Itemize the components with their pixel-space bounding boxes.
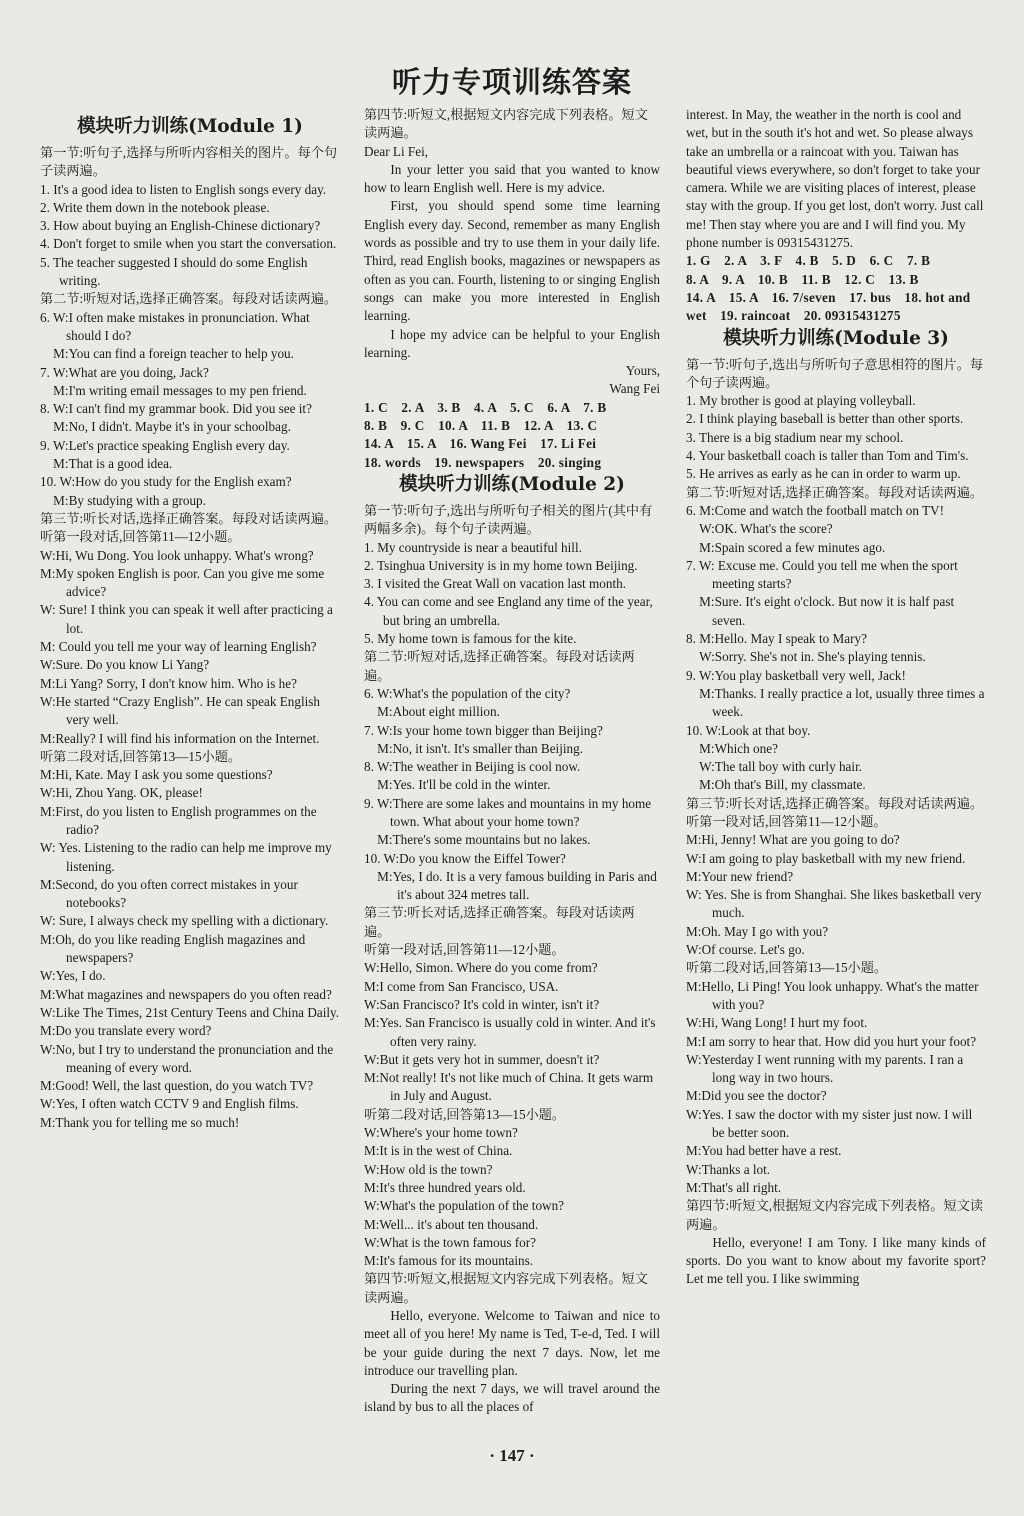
text-line: W:Hi, Wang Long! I hurt my foot. [686,1015,868,1031]
text-line: W:Of course. Let's go. [686,942,805,958]
text-line: W:Like The Times, 21st Century Teens and China Daily. [40,1004,340,1020]
text-line: 听第一段对话,回答第11—12小题。 [40,529,241,545]
text-line: 8. M:Hello. May I speak to Mary? [686,631,867,647]
text-line: M:Thank you for telling me so much! [40,1114,240,1130]
text-line: 8. A 9. A 10. B 11. B 12. C 13. B [686,271,919,287]
text-line: In your letter you said that you wanted to know how to learn English well. Here is my advice. [364,161,660,196]
text-line: 听第二段对话,回答第13—15小题。 [364,1106,566,1122]
text-line: M:Spain scored a few minutes ago. [686,539,886,555]
text-line: 第四节:听短文,根据短文内容完成下列表格。短文读两遍。 [686,1198,984,1232]
text-line: M:Yes, I do. It is a very famous building in Paris and it's about 324 metres tall. [364,868,657,903]
section-heading: 模块听力训练(Module 3) [723,327,949,349]
text-line: 14. A 15. A 16. Wang Fei 17. Li Fei [364,436,597,452]
text-line: 10. W:Look at that boy. [686,722,811,738]
text-line: 10. W:How do you study for the English exam? [40,474,292,490]
text-line: M:Which one? [686,740,778,756]
text-line: 5. The teacher suggested I should do some English writing. [40,254,308,289]
text-line: 8. W:The weather in Beijing is cool now. [364,759,581,775]
text-line: W:How old is the town? [364,1161,493,1177]
text-line: First, you should spend some time learning English every day. Second, remember as many English words as possible and try to use them in your daily life. Third, read English books, magazines or newspapers as often as you can. Fourth, listening to or singing English songs can make you more interested in English learning. [364,198,660,324]
text-line: 第二节:听短对话,选择正确答案。每段对话读两遍。 [364,649,635,683]
text-line: W: Yes. She is from Shanghai. She likes basketball very much. [686,887,982,921]
text-line: M:I am sorry to hear that. How did you hurt your foot? [686,1033,977,1049]
page-number: · 147 · [489,1446,535,1465]
text-line: 听第二段对话,回答第13—15小题。 [686,960,888,976]
text-line: M:Good! Well, the last question, do you watch TV? [40,1078,314,1094]
text-line: 4. You can come and see England any time of the year, but bring an umbrella. [364,594,653,628]
section-heading: 模块听力训练(Module 1) [77,116,303,137]
text-line: W:What's the population of the town? [364,1198,565,1214]
text-line: 3. There is a big stadium near my school. [686,429,904,445]
text-line: 听第一段对话,回答第11—12小题。 [364,942,565,958]
text-line: 1. G 2. A 3. F 4. B 5. D 6. C 7. B [686,253,931,269]
text-line: 第一节:听句子,选择与所听内容相关的图片。每个句子读两遍。 [40,145,338,179]
text-line: M:Oh. May I go with you? [686,923,829,939]
text-line: 1. My countryside is near a beautiful hill. [364,539,582,555]
text-line: M:I come from San Francisco, USA. [364,978,559,994]
text-line: Hello, everyone. Welcome to Taiwan and nice to meet all of you here! My name is Ted, T-e-d, Ted. I will be your guide during the next 7 days. Now, let me introduce our travelling plan. [364,1308,660,1378]
text-line: 8. W:I can't find my grammar book. Did you see it? [40,401,312,417]
text-line: 1. It's a good idea to listen to English songs every day. [40,181,327,197]
text-line: 9. W:You play basketball very well, Jack! [686,667,906,683]
section-heading: 模块听力训练(Module 2) [399,473,625,495]
text-line: 第三节:听长对话,选择正确答案。每段对话读两遍。 [686,795,984,811]
text-line: 9. W:There are some lakes and mountains in my home town. What about your home town? [364,795,652,829]
text-line: M:What magazines and newspapers do you often read? [40,986,332,1002]
text-line: 1. C 2. A 3. B 4. A 5. C 6. A 7. B [364,399,607,415]
text-line: W:What is the town famous for? [364,1234,536,1250]
text-line: 第一节:听句子,选出与所听句子意思相符的图片。每个句子读两遍。 [686,356,984,390]
text-line: W:Sorry. She's not in. She's playing tennis. [686,649,926,665]
text-line: M:Well... it's about ten thousand. [364,1216,539,1232]
text-line: M:It's famous for its mountains. [364,1253,534,1269]
text-line: W:He started “Crazy English”. He can speak English very well. [40,693,321,728]
text-line: During the next 7 days, we will travel around the island by bus to all the places of [364,1381,660,1415]
text-line: Yours, [625,363,660,379]
text-line: 2. I think playing baseball is better than other sports. [686,411,964,427]
column-left [40,114,340,1132]
text-line: 5. My home town is famous for the kite. [364,631,577,647]
text-line: M:Did you see the doctor? [686,1088,827,1104]
text-line: W:But it gets very hot in summer, doesn't it? [364,1051,600,1067]
text-line: 7. W: Excuse me. Could you tell me when the sport meeting starts? [686,557,958,592]
text-line: 听第一段对话,回答第11—12小题。 [686,813,887,829]
text-line: W: Yes. Listening to the radio can help me improve my listening. [40,840,332,874]
text-line: 18. words 19. newspapers 20. singing [364,454,602,470]
text-line: M:You had better have a rest. [686,1143,842,1159]
text-line: 4. Your basketball coach is taller than Tom and Tim's. [686,448,969,464]
text-line: W:Hello, Simon. Where do you come from? [364,960,598,976]
text-line: M:It's three hundred years old. [364,1179,526,1195]
text-line: M:Oh, do you like reading English magazines and newspapers? [40,931,306,966]
text-line: M:Yes. San Francisco is usually cold in winter. And it's often very rainy. [364,1015,656,1049]
text-line: 9. W:Let's practice speaking English every day. [40,437,290,453]
text-line: M:Li Yang? Sorry, I don't know him. Who is he? [40,675,297,691]
text-line: 7. W:Is your home town bigger than Beijing? [364,722,603,738]
text-line: M:You can find a foreign teacher to help you. [40,346,294,362]
text-line: M:Thanks. I really practice a lot, usually three times a week. [686,685,985,720]
text-line: W:Yes. I saw the doctor with my sister just now. I will be better soon. [686,1106,973,1141]
text-line: W:Hi, Zhou Yang. OK, please! [40,785,203,801]
text-line: M:That's all right. [686,1179,782,1195]
text-line: M:Oh that's Bill, my classmate. [686,777,866,793]
text-line: 第三节:听长对话,选择正确答案。每段对话读两遍。 [364,905,635,939]
text-line: M:My spoken English is poor. Can you give me some advice? [40,565,325,600]
text-line: M:By studying with a group. [40,492,206,508]
text-line: W:No, but I try to understand the pronunciation and the meaning of every word. [40,1041,334,1075]
text-line: Hello, everyone! I am Tony. I like many kinds of sports. Do you want to know about my favorite sport? Let me tell you. I like swimming [686,1234,986,1287]
text-line: M:There's some mountains but no lakes. [364,832,591,848]
text-line: W:Sure. Do you know Li Yang? [40,657,210,673]
text-line: M:Yes. It'll be cold in the winter. [364,777,551,793]
text-line: 7. W:What are you doing, Jack? [40,364,209,380]
text-line: W:Hi, Wu Dong. You look unhappy. What's wrong? [40,547,314,563]
text-line: M:Sure. It's eight o'clock. But now it is half past seven. [686,594,955,628]
text-line: 第三节:听长对话,选择正确答案。每段对话读两遍。 [40,510,338,526]
text-line: 2. Tsinghua University is in my home town Beijing. [364,557,638,573]
text-line: Dear Li Fei, [364,143,429,159]
text-line: W:Yes, I often watch CCTV 9 and English films. [40,1096,299,1112]
text-line: M: Could you tell me your way of learning English? [40,639,317,655]
text-line: M:Your new friend? [686,868,794,884]
text-line: I hope my advice can be helpful to your English learning. [364,326,660,360]
text-line: 4. Don't forget to smile when you start the conversation. [40,236,337,252]
text-line: M:Hi, Jenny! What are you going to do? [686,832,900,848]
text-line: M:Hi, Kate. May I ask you some questions? [40,767,273,783]
text-line: M:Second, do you often correct mistakes in your notebooks? [40,876,298,911]
text-line: M:Do you translate every word? [40,1023,212,1039]
text-line: 第四节:听短文,根据短文内容完成下列表格。短文读两遍。 [364,107,648,141]
page-title: 听力专项训练答案 [391,65,632,99]
text-line: M:Not really! It's not like much of China. It gets warm in July and August. [364,1070,654,1104]
text-line: Wang Fei [609,381,660,397]
text-line: 第一节:听句子,选出与所听句子相关的图片(其中有两幅多余)。每个句子读两遍。 [364,502,653,537]
text-line: interest. In May, the weather in the north is cool and wet, but in the south it's hot and wet. So please always take an umbrella or a raincoat with you. Taiwan has beautiful views everywhere, so don't forget to take your camera. While we are visiting places of interest, please stay with the group. If you get lost, don't worry. Just call me! Then stay where you are and I will find you. My phone number is 09315431275. [686,107,984,251]
text-line: M:First, do you listen to English programmes on the radio? [40,803,317,837]
column-middle [364,106,660,1417]
text-line: W:Where's your home town? [364,1125,518,1141]
text-line: 6. W:What's the population of the city? [364,685,571,701]
text-line: W:OK. What's the score? [686,521,833,537]
text-line: M:I'm writing email messages to my pen friend. [40,382,307,398]
text-line: W:Thanks a lot. [686,1161,771,1177]
text-line: 6. M:Come and watch the football match on TV! [686,502,944,518]
text-line: M:No, I didn't. Maybe it's in your schoolbag. [40,419,291,435]
text-line: 3. I visited the Great Wall on vacation last month. [364,576,627,592]
text-line: 第二节:听短对话,选择正确答案。每段对话读两遍。 [686,484,984,500]
text-line: 5. He arrives as early as he can in order to warm up. [686,466,961,482]
text-line: 1. My brother is good at playing volleyball. [686,393,916,409]
text-line: W:Yes, I do. [40,968,106,984]
text-line: M:It is in the west of China. [364,1143,513,1159]
text-line: 6. W:I often make mistakes in pronunciation. What should I do? [40,309,310,343]
column-right [686,106,986,1289]
text-line: W: Sure! I think you can speak it well after practicing a lot. [40,602,333,636]
text-line: W:Yesterday I went running with my parents. I ran a long way in two hours. [686,1051,964,1086]
text-line: M:Hello, Li Ping! You look unhappy. What's the matter with you? [686,978,979,1012]
text-line: 2. Write them down in the notebook please. [40,199,270,215]
text-line: 10. W:Do you know the Eiffel Tower? [364,850,566,866]
text-line: M:No, it isn't. It's smaller than Beijing. [364,740,584,756]
text-line: M:About eight million. [364,704,500,720]
text-line: W: Sure, I always check my spelling with a dictionary. [40,913,329,929]
text-line: M:That is a good idea. [40,456,173,472]
text-line: 3. How about buying an English-Chinese dictionary? [40,218,321,234]
text-line: W:San Francisco? It's cold in winter, isn't it? [364,996,600,1012]
text-line: 14. A 15. A 16. 7/seven 17. bus 18. hot and wet 19. raincoat 20. 09315431275 [686,289,971,324]
text-line: M:Really? I will find his information on the Internet. [40,730,320,746]
text-line: 第二节:听短对话,选择正确答案。每段对话读两遍。 [40,291,338,307]
text-line: 8. B 9. C 10. A 11. B 12. A 13. C [364,418,598,434]
text-line: 听第二段对话,回答第13—15小题。 [40,748,242,764]
text-line: W:The tall boy with curly hair. [686,759,863,775]
text-line: 第四节:听短文,根据短文内容完成下列表格。短文读两遍。 [364,1271,648,1305]
text-line: W:I am going to play basketball with my new friend. [686,850,966,866]
